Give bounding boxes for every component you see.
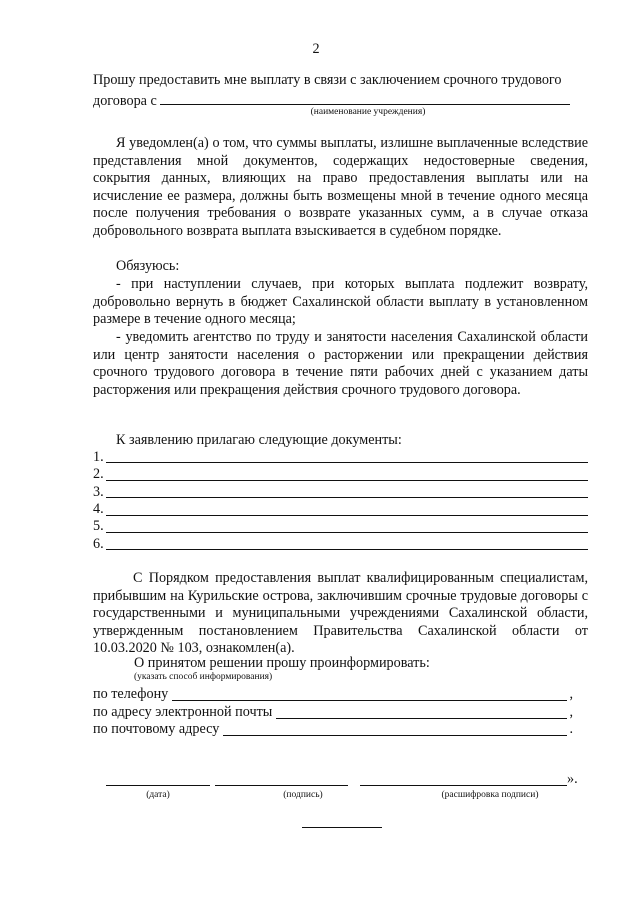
notice-paragraph: Я уведомлен(а) о том, что суммы выплаты, излишне выплаченные вследствие представления мной документов, содержащих недостоверные сведения, сокрытия данных, влияющих на право предоставления выплаты или на исчисление ее размера, должны быть возмещены мной в течение одного месяца после получения требования о возврате указанных сумм, а в случае отказа добровольного возврата выплата взыскивается в судебном порядке. — [93, 135, 588, 239]
post-field[interactable] — [223, 722, 567, 736]
attachment-number: 5. — [93, 518, 104, 535]
inform-email-row — [93, 704, 573, 722]
closing-quote: ». — [567, 771, 578, 787]
request-prefix: договора с — [93, 93, 157, 109]
date-caption: (дата) — [146, 790, 170, 800]
inform-phone-row — [93, 686, 573, 704]
attachment-number: 2. — [93, 466, 104, 483]
email-label: по адресу электронной почты — [93, 704, 273, 720]
inform-heading: О принятом решении прошу проинформировать: — [134, 655, 430, 671]
inform-caption: (указать способ информирования) — [134, 672, 273, 682]
post-period: . — [569, 721, 573, 737]
page-number: 2 — [312, 41, 320, 57]
post-label: по почтовому адресу — [93, 721, 220, 737]
attachment-row — [93, 519, 588, 536]
attachment-row — [93, 484, 588, 501]
phone-comma: , — [569, 686, 573, 702]
email-field[interactable] — [276, 705, 567, 719]
attachment-field[interactable] — [106, 537, 588, 550]
attachment-field[interactable] — [106, 485, 588, 498]
attachment-row — [93, 466, 588, 483]
email-comma: , — [569, 704, 573, 720]
attachment-field[interactable] — [106, 520, 588, 533]
attachment-field[interactable] — [106, 503, 588, 516]
attachment-row — [93, 449, 588, 466]
phone-field[interactable] — [172, 687, 567, 701]
attachment-field[interactable] — [106, 450, 588, 463]
attachment-row — [93, 536, 588, 553]
obligation-heading: Обязуюсь: — [116, 258, 180, 274]
attachments-heading: К заявлению прилагаю следующие документы: — [116, 432, 402, 448]
obligation-item-2: - уведомить агентство по труду и занятости населения Сахалинской области или центр занятости населения о расторжении или прекращении действия срочного трудового договора в течение пяти рабочих дней с указанием даты расторжения или прекращения действия срочного трудового договора. — [93, 329, 588, 398]
obligation-item-1: - при наступлении случаев, при которых выплата подлежит возврату, добровольно вернуть в бюджет Сахалинской области выплату в установленном размере в течение одного месяца; — [93, 276, 588, 328]
date-field[interactable] — [106, 785, 210, 786]
attachment-field[interactable] — [106, 468, 588, 481]
attachment-number: 4. — [93, 500, 104, 517]
attachment-number: 6. — [93, 535, 104, 552]
attachment-number: 1. — [93, 448, 104, 465]
signature-caption: (подпись) — [283, 790, 323, 800]
attachments-list — [93, 449, 588, 553]
institution-caption: (наименование учреждения) — [310, 107, 426, 117]
request-line-1: Прошу предоставить мне выплату в связи с заключением срочного трудового — [93, 72, 562, 88]
institution-name-field[interactable] — [160, 90, 570, 105]
signature-field[interactable] — [215, 785, 348, 786]
name-caption: (расшифровка подписи) — [441, 790, 539, 800]
acknowledgement-paragraph: С Порядком предоставления выплат квалифицированным специалистам, прибывшим на Курильские острова, заключившим срочные трудовые договоры с государственными и муниципальными учреждениями Сахалинской области, утвержденным постановлением Правительства Сахалинской области от 10.03.2020 № 103, ознакомлен(а). — [93, 570, 588, 657]
attachment-number: 3. — [93, 483, 104, 500]
phone-label: по телефону — [93, 686, 169, 702]
attachment-row — [93, 501, 588, 518]
end-divider — [302, 827, 382, 828]
inform-post-row — [93, 721, 573, 739]
signature-name-field[interactable] — [360, 785, 567, 786]
